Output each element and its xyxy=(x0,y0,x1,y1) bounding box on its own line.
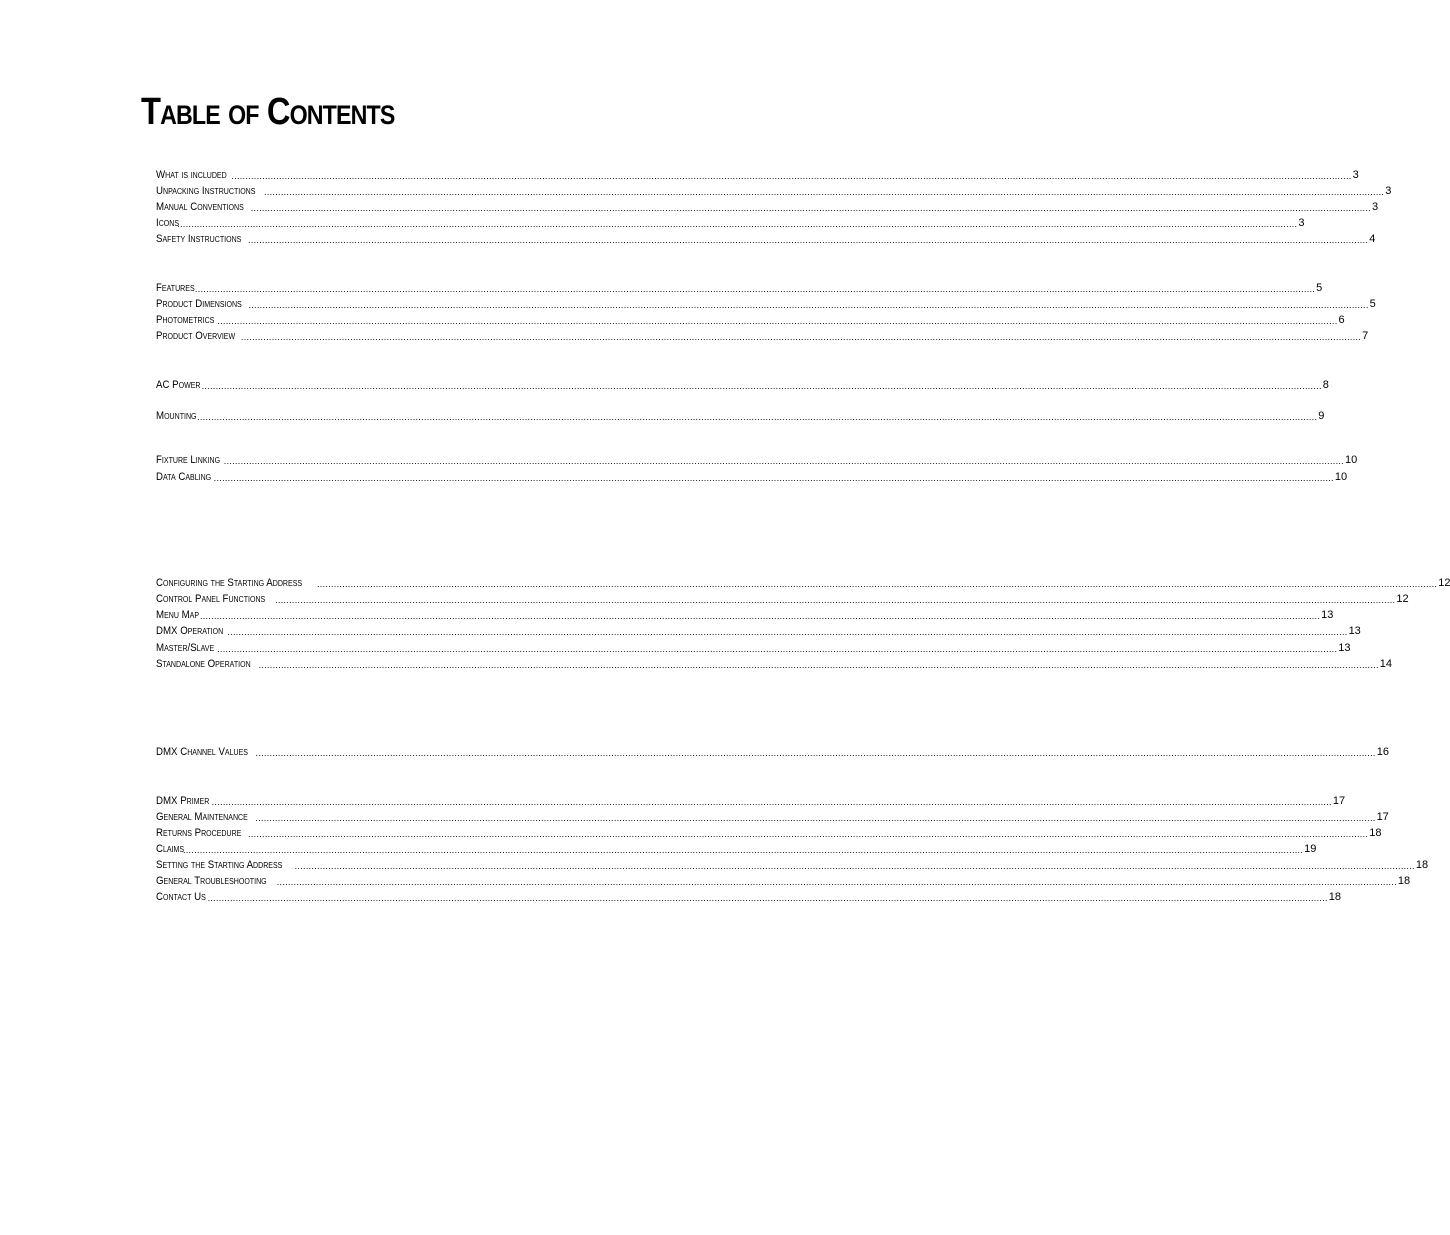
toc-entry-unpacking-instructions[interactable] xyxy=(156,183,1392,199)
toc-entry-page: 12 xyxy=(1438,577,1450,589)
toc-entry-icons[interactable] xyxy=(156,215,1305,231)
toc-entry-fixture-linking[interactable] xyxy=(156,452,1358,468)
toc-entry-page: 6 xyxy=(1338,314,1345,326)
toc-entry-page: 13 xyxy=(1348,625,1361,637)
dot-leader: ................................................................................................................................................................................................................................................................................................................................................................................................................ xyxy=(182,845,1304,855)
toc-entry-label: Menu Map xyxy=(156,609,200,621)
toc-entry-data-cabling[interactable] xyxy=(156,469,1348,485)
toc-entry-page: 10 xyxy=(1345,454,1358,466)
dot-leader: ................................................................................................................................................................................................................................................................................................................................................................................................................ xyxy=(240,332,1362,342)
toc-entry-page: 18 xyxy=(1328,891,1342,903)
toc-entry-label: Data Cabling xyxy=(156,471,212,483)
toc-entry-label: General Maintenance xyxy=(156,811,248,823)
toc-entry-label: Unpacking Instructions xyxy=(156,185,256,197)
dot-leader: ................................................................................................................................................................................................................................................................................................................................................................................................................ xyxy=(213,473,1334,483)
toc-entry-page: 18 xyxy=(1397,875,1411,887)
toc-entry-dmx-primer[interactable] xyxy=(156,793,1346,809)
toc-entry-label: DMX Channel Values xyxy=(156,746,248,758)
toc-entry-label: General Troubleshooting xyxy=(156,875,267,887)
dot-leader: ................................................................................................................................................................................................................................................................................................................................................................................................................ xyxy=(317,579,1438,589)
toc-entry-page: 3 xyxy=(1371,201,1379,213)
toc-entry-label: Contact Us xyxy=(156,891,206,903)
toc-entry-claims[interactable] xyxy=(156,841,1317,857)
toc-entry-returns-procedure[interactable] xyxy=(156,825,1382,841)
toc-entry-label: Setting the Starting Address xyxy=(156,859,283,871)
toc-entry-page: 10 xyxy=(1334,471,1348,483)
toc-entry-product-overview[interactable] xyxy=(156,328,1369,344)
dot-leader: ................................................................................................................................................................................................................................................................................................................................................................................................................ xyxy=(223,456,1344,466)
dot-leader: ................................................................................................................................................................................................................................................................................................................................................................................................................ xyxy=(217,644,1338,654)
dot-leader: ................................................................................................................................................................................................................................................................................................................................................................................................................ xyxy=(199,611,1321,621)
toc-entry-contact-us[interactable] xyxy=(156,889,1342,905)
toc-entry-label: Safety Instructions xyxy=(156,233,242,245)
toc-entry-setting-starting-address[interactable] xyxy=(156,857,1429,873)
toc-entry-master-slave[interactable] xyxy=(156,640,1351,656)
toc-entry-general-maintenance[interactable] xyxy=(156,809,1389,825)
dot-leader: ................................................................................................................................................................................................................................................................................................................................................................................................................ xyxy=(248,300,1369,310)
toc-entry-label: Manual Conventions xyxy=(156,201,244,213)
toc-entry-label: Features xyxy=(156,282,195,294)
toc-entry-dmx-channel-values[interactable] xyxy=(156,744,1389,760)
dot-leader: ................................................................................................................................................................................................................................................................................................................................................................................................................ xyxy=(294,861,1415,871)
dot-leader: ................................................................................................................................................................................................................................................................................................................................................................................................................ xyxy=(248,235,1369,245)
toc-entry-page: 3 xyxy=(1385,185,1392,197)
toc-entry-page: 3 xyxy=(1298,217,1305,229)
toc-entry-control-panel-functions[interactable] xyxy=(156,591,1409,607)
toc-entry-label: Claims xyxy=(156,843,185,855)
toc-entry-mounting[interactable] xyxy=(156,408,1325,424)
toc-entry-label: AC Power xyxy=(156,379,201,391)
toc-entry-product-dimensions[interactable] xyxy=(156,296,1376,312)
dot-leader: ................................................................................................................................................................................................................................................................................................................................................................................................................ xyxy=(255,748,1376,758)
toc-entry-general-troubleshooting[interactable] xyxy=(156,873,1411,889)
toc-entry-page: 13 xyxy=(1338,642,1351,654)
toc-entry-label: Icons xyxy=(156,217,180,229)
toc-entry-menu-map[interactable] xyxy=(156,607,1334,623)
toc-entry-label: DMX Primer xyxy=(156,795,210,807)
dot-leader: ................................................................................................................................................................................................................................................................................................................................................................................................................ xyxy=(207,893,1328,903)
dot-leader: ................................................................................................................................................................................................................................................................................................................................................................................................................ xyxy=(227,627,1348,637)
toc-entry-page: 5 xyxy=(1316,282,1323,294)
toc-entry-label: Master/Slave xyxy=(156,642,215,654)
dot-leader: ................................................................................................................................................................................................................................................................................................................................................................................................................ xyxy=(275,595,1396,605)
dot-leader: ................................................................................................................................................................................................................................................................................................................................................................................................................ xyxy=(231,171,1352,181)
dot-leader: ................................................................................................................................................................................................................................................................................................................................................................................................................ xyxy=(194,284,1316,294)
toc-entry-what-is-included[interactable] xyxy=(156,167,1359,183)
toc-entry-label: Control Panel Functions xyxy=(156,593,266,605)
toc-entry-page: 14 xyxy=(1379,658,1393,670)
dot-leader: ................................................................................................................................................................................................................................................................................................................................................................................................................ xyxy=(276,877,1397,887)
toc-entry-label: Returns Procedure xyxy=(156,827,242,839)
toc-entry-page: 17 xyxy=(1332,795,1346,807)
dot-leader: ................................................................................................................................................................................................................................................................................................................................................................................................................ xyxy=(255,813,1376,823)
toc-entry-label: Configuring the Starting Address xyxy=(156,577,303,589)
toc-entry-standalone-operation[interactable] xyxy=(156,656,1393,672)
toc-entry-label: Photometrics xyxy=(156,314,215,326)
toc-entry-label: What is included xyxy=(156,169,227,181)
toc-entry-page: 3 xyxy=(1352,169,1359,181)
toc-entry-label: Mounting xyxy=(156,410,197,422)
dot-leader: ................................................................................................................................................................................................................................................................................................................................................................................................................ xyxy=(264,187,1385,197)
toc-entry-features[interactable] xyxy=(156,280,1323,296)
toc-entry-safety-instructions[interactable] xyxy=(156,231,1376,247)
toc-entry-configuring-starting-address[interactable] xyxy=(156,575,1450,591)
dot-leader: ................................................................................................................................................................................................................................................................................................................................................................................................................ xyxy=(217,316,1338,326)
toc-entry-label: DMX Operation xyxy=(156,625,224,637)
dot-leader: ................................................................................................................................................................................................................................................................................................................................................................................................................ xyxy=(211,797,1332,807)
toc-entry-page: 12 xyxy=(1396,593,1409,605)
dot-leader: ................................................................................................................................................................................................................................................................................................................................................................................................................ xyxy=(258,660,1379,670)
toc-entry-page: 4 xyxy=(1369,233,1376,245)
page-title: Table of Contents xyxy=(141,91,395,133)
toc-entry-dmx-operation[interactable] xyxy=(156,623,1361,639)
dot-leader: ................................................................................................................................................................................................................................................................................................................................................................................................................ xyxy=(177,219,1298,229)
toc-entry-ac-power[interactable] xyxy=(156,377,1329,393)
toc-entry-page: 13 xyxy=(1321,609,1334,621)
toc-entry-page: 9 xyxy=(1318,410,1325,422)
toc-entry-page: 7 xyxy=(1362,330,1369,342)
dot-leader: ................................................................................................................................................................................................................................................................................................................................................................................................................ xyxy=(201,381,1322,391)
toc-entry-page: 17 xyxy=(1376,811,1389,823)
toc-entry-page: 16 xyxy=(1376,746,1389,758)
toc-entry-label: Fixture Linking xyxy=(156,454,221,466)
toc-entry-manual-conventions[interactable] xyxy=(156,199,1379,215)
toc-entry-page: 19 xyxy=(1304,843,1317,855)
dot-leader: ................................................................................................................................................................................................................................................................................................................................................................................................................ xyxy=(197,412,1318,422)
toc-entry-label: Standalone Operation xyxy=(156,658,251,670)
toc-entry-page: 18 xyxy=(1369,827,1382,839)
dot-leader: ................................................................................................................................................................................................................................................................................................................................................................................................................ xyxy=(250,203,1371,213)
toc-entry-page: 8 xyxy=(1322,379,1329,391)
dot-leader: ................................................................................................................................................................................................................................................................................................................................................................................................................ xyxy=(248,829,1369,839)
toc-entry-label: Product Overview xyxy=(156,330,236,342)
toc-entry-page: 5 xyxy=(1369,298,1376,310)
toc-entry-page: 18 xyxy=(1415,859,1429,871)
toc-entry-label: Product Dimensions xyxy=(156,298,242,310)
toc-entry-photometrics[interactable] xyxy=(156,312,1345,328)
